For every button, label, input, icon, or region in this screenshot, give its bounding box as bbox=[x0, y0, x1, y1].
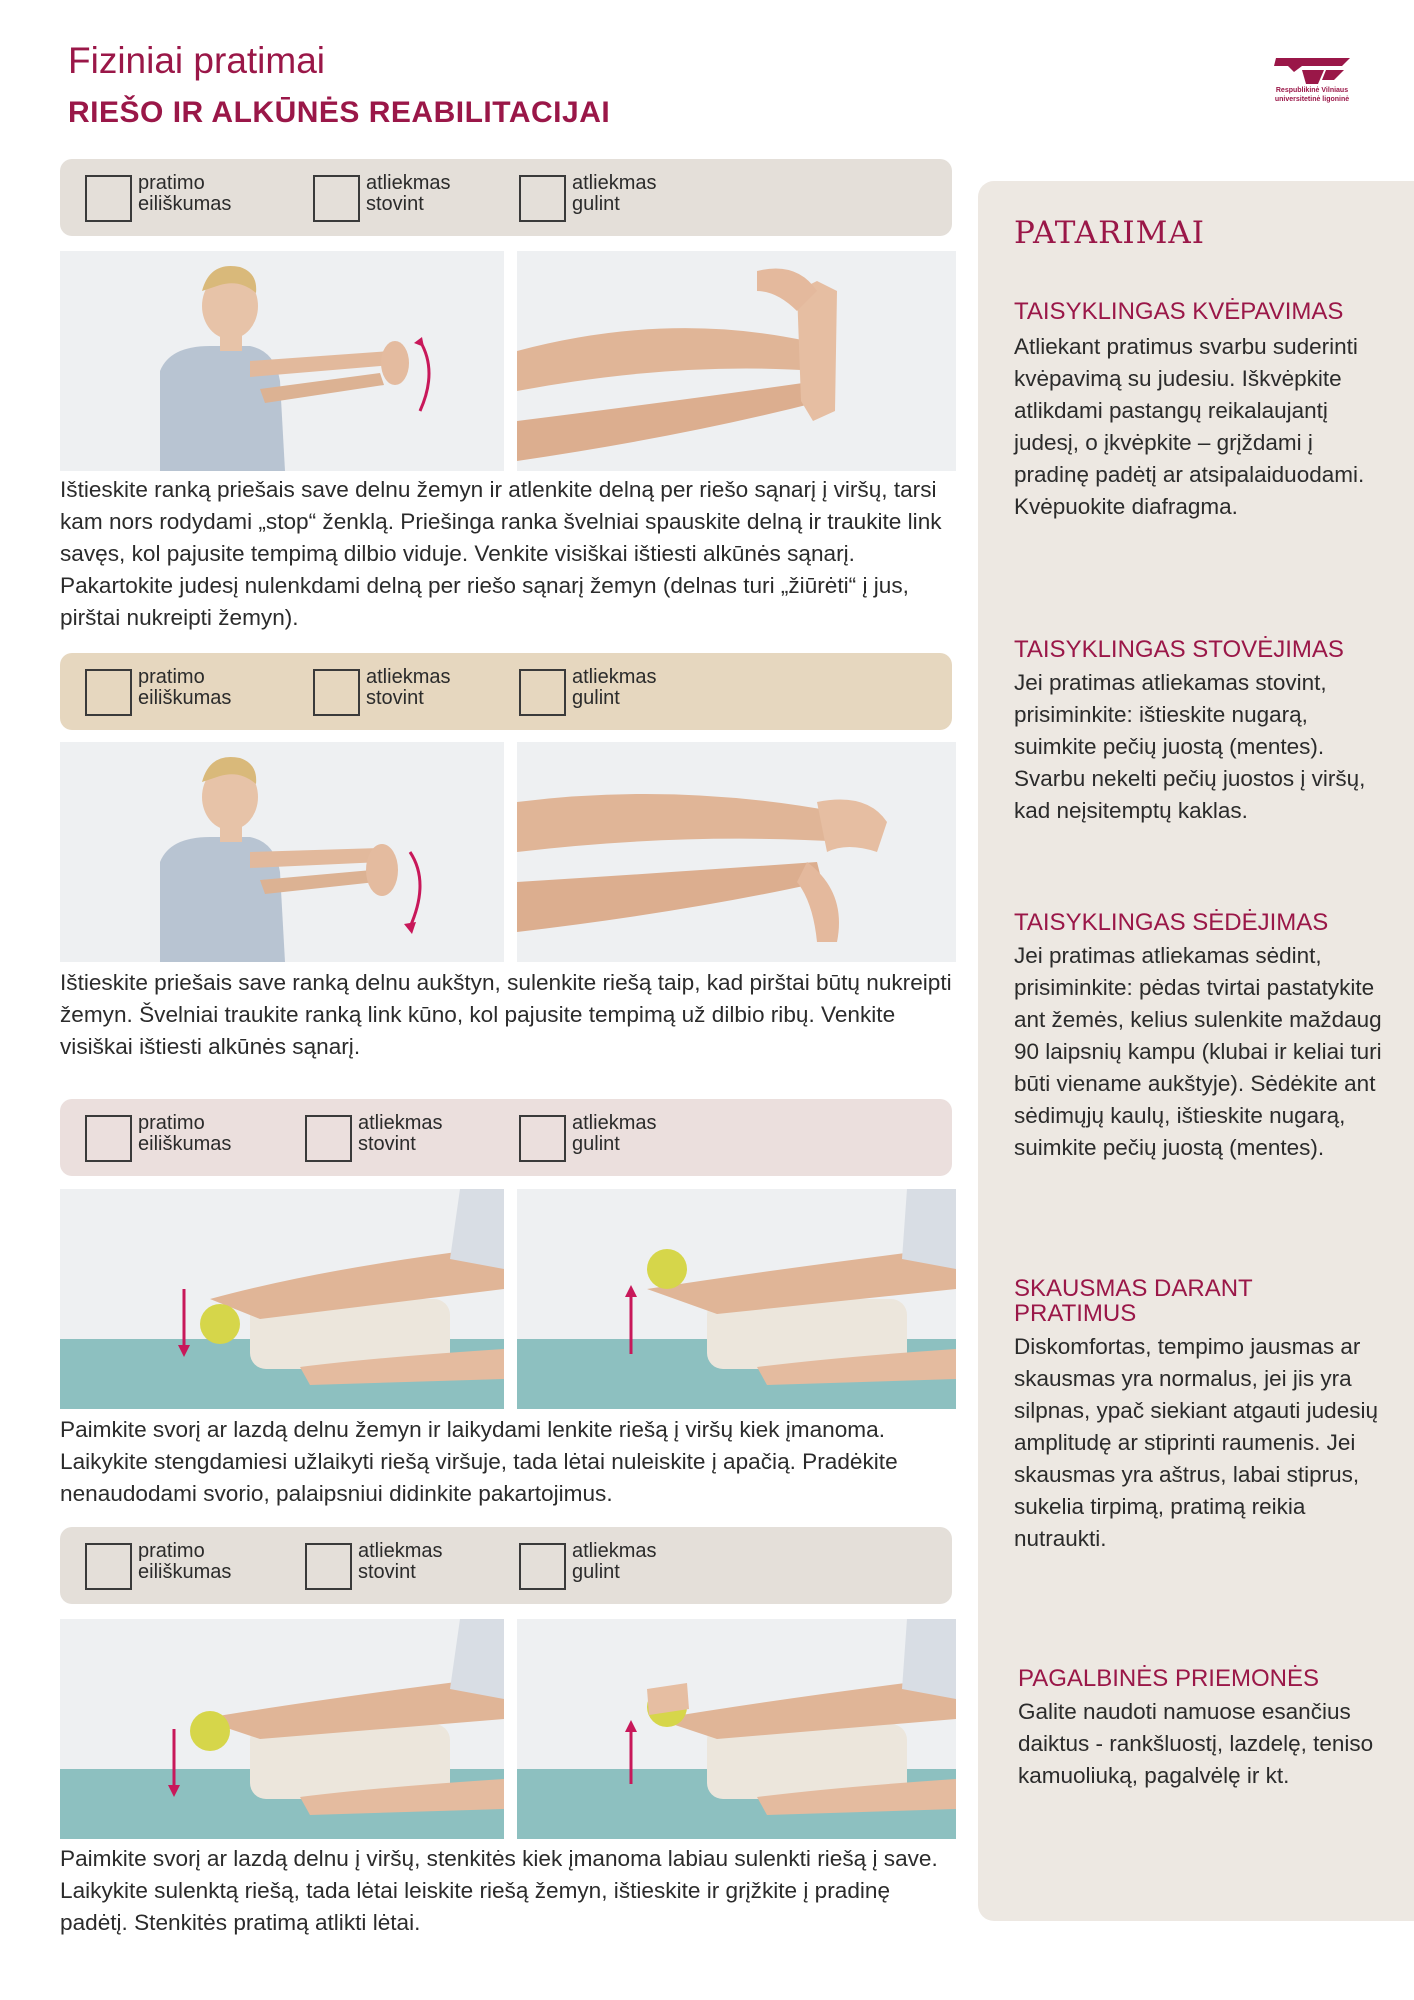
standing-checkbox[interactable] bbox=[305, 1543, 352, 1590]
lying-checkbox[interactable] bbox=[519, 1115, 566, 1162]
tip-heading-standing: TAISYKLINGAS STOVĖJIMAS bbox=[1014, 636, 1344, 663]
standing-label: atliekmas stovint bbox=[366, 666, 451, 709]
page-title: Fiziniai pratimai bbox=[68, 40, 326, 81]
exercise-1-checkbar bbox=[60, 159, 952, 236]
hospital-logo bbox=[1262, 56, 1362, 104]
order-label: pratimo eiliškumas bbox=[138, 1112, 232, 1155]
lying-label: atliekmas gulint bbox=[572, 172, 657, 215]
standing-checkbox[interactable] bbox=[313, 175, 360, 222]
standing-label: atliekmas stovint bbox=[358, 1112, 443, 1155]
exercise-2-photo-closeup bbox=[517, 742, 956, 962]
exercise-1-photo-closeup bbox=[517, 251, 956, 471]
exercise-4-photo-down bbox=[60, 1619, 504, 1839]
exercise-3-photo-down bbox=[60, 1189, 504, 1409]
tip-text-standing: Jei pratimas atliekamas stovint, prisiminkite: ištieskite nugarą, suimkite pečių juostą (mentes). Svarbu nekelti pečių juostos į viršų, kad neįsitemptų kaklas. bbox=[1014, 670, 1366, 823]
tips-sidebar bbox=[978, 181, 1414, 1921]
order-label: pratimo eiliškumas bbox=[138, 1540, 232, 1583]
order-label: pratimo eiliškumas bbox=[138, 172, 232, 215]
tip-heading-aids: PAGALBINĖS PRIEMONĖS bbox=[1018, 1665, 1319, 1692]
logo-text-line2: universitetinė ligoninė bbox=[1274, 96, 1350, 103]
order-checkbox[interactable] bbox=[85, 175, 132, 222]
exercise-2-description: Ištieskite priešais save ranką delnu aukštyn, sulenkite riešą taip, kad pirštai būtų nukreipti žemyn. Švelniai traukite ranką link kūno, kol pajusite tempimą už dilbio ribų. Venkite visiškai ištiesti alkūnės sąnarį. bbox=[60, 970, 952, 1059]
exercise-4-checkbar bbox=[60, 1527, 952, 1604]
tip-text-aids: Galite naudoti namuose esančius daiktus - rankšluostį, lazdelę, teniso kamuoliuką, pagalvėlę ir kt. bbox=[1018, 1699, 1374, 1788]
exercise-4-photo-up bbox=[517, 1619, 956, 1839]
tip-text-pain: Diskomfortas, tempimo jausmas ar skausmas yra normalus, jei jis yra silpnas, ypač siekiant atgauti judesių amplitudę ar stiprinti raumenis. Jei skausmas yra aštrus, labai stiprus, sukelia tirpimą, pratimą reikia nutraukti. bbox=[1014, 1334, 1378, 1551]
exercise-2-photo-person bbox=[60, 742, 504, 962]
tip-heading-sitting: TAISYKLINGAS SĖDĖJIMAS bbox=[1014, 909, 1329, 936]
order-checkbox[interactable] bbox=[85, 669, 132, 716]
logo-mark-icon bbox=[1272, 56, 1352, 86]
lying-checkbox[interactable] bbox=[519, 1543, 566, 1590]
lying-label: atliekmas gulint bbox=[572, 1540, 657, 1583]
exercise-3-description: Paimkite svorį ar lazdą delnu žemyn ir laikydami lenkite riešą į viršų kiek įmanoma. Laikykite stengdamiesi užlaikyti riešą viršuje, tada lėtai nuleiskite į apačią. Pradėkite nenaudodami svorio, palaipsniui didinkite pakartojimus. bbox=[60, 1417, 898, 1506]
exercise-1-description: Ištieskite ranką priešais save delnu žemyn ir atlenkite delną per riešo sąnarį į viršų, tarsi kam nors rodydami „stop“ ženklą. Priešinga ranka švelniai spauskite delną ir traukite link savęs, kol pajusite tempimą dilbio viduje. Venkite visiškai ištiesti alkūnės sąnarį. Pakartokite judesį nulenkdami delną per riešo sąnarį žemyn (delnas turi „žiūrėti“ į jus, pirštai nukreipti žemyn). bbox=[60, 477, 942, 630]
exercise-2-checkbar bbox=[60, 653, 952, 730]
page-subtitle: RIEŠO IR ALKŪNĖS REABILITACIJAI bbox=[68, 96, 611, 129]
order-checkbox[interactable] bbox=[85, 1543, 132, 1590]
standing-label: atliekmas stovint bbox=[366, 172, 451, 215]
lying-checkbox[interactable] bbox=[519, 175, 566, 222]
standing-label: atliekmas stovint bbox=[358, 1540, 443, 1583]
tip-text-breathing: Atliekant pratimus svarbu suderinti kvėpavimą su judesiu. Iškvėpkite atlikdami pastangų reikalaujantį judesį, o įkvėpkite – grįždami į pradinę padėtį ar atsipalaiduodami. Kvėpuokite diafragma. bbox=[1014, 334, 1365, 519]
logo-text-line1: Respublikinė Vilniaus bbox=[1275, 87, 1349, 94]
tip-text-sitting: Jei pratimas atliekamas sėdint, prisiminkite: pėdas tvirtai pastatykite ant žemės, kelius sulenkite maždaug 90 laipsnių kampu (klubai ir keliai turi būti viename aukštyje). Sėdėkite ant sėdimųjų kaulų, ištieskite nugarą, suimkite pečių juostą (mentes). bbox=[1014, 943, 1382, 1160]
tip-heading-pain: SKAUSMAS DARANT PRATIMUS bbox=[1014, 1275, 1253, 1327]
standing-checkbox[interactable] bbox=[305, 1115, 352, 1162]
lying-checkbox[interactable] bbox=[519, 669, 566, 716]
exercise-1-photo-person bbox=[60, 251, 504, 471]
lying-label: atliekmas gulint bbox=[572, 666, 657, 709]
standing-checkbox[interactable] bbox=[313, 669, 360, 716]
exercise-3-checkbar bbox=[60, 1099, 952, 1176]
exercise-4-description: Paimkite svorį ar lazdą delnu į viršų, stenkitės kiek įmanoma labiau sulenkti riešą į save. Laikykite sulenktą riešą, tada lėtai leiskite riešą žemyn, ištieskite ir grįžkite į pradinę padėtį. Stenkitės pratimą atlikti lėtai. bbox=[60, 1846, 938, 1935]
tip-heading-breathing: TAISYKLINGAS KVĖPAVIMAS bbox=[1014, 298, 1344, 325]
lying-label: atliekmas gulint bbox=[572, 1112, 657, 1155]
exercise-3-photo-up bbox=[517, 1189, 956, 1409]
tips-title: PATARIMAI bbox=[1014, 215, 1206, 251]
order-label: pratimo eiliškumas bbox=[138, 666, 232, 709]
order-checkbox[interactable] bbox=[85, 1115, 132, 1162]
